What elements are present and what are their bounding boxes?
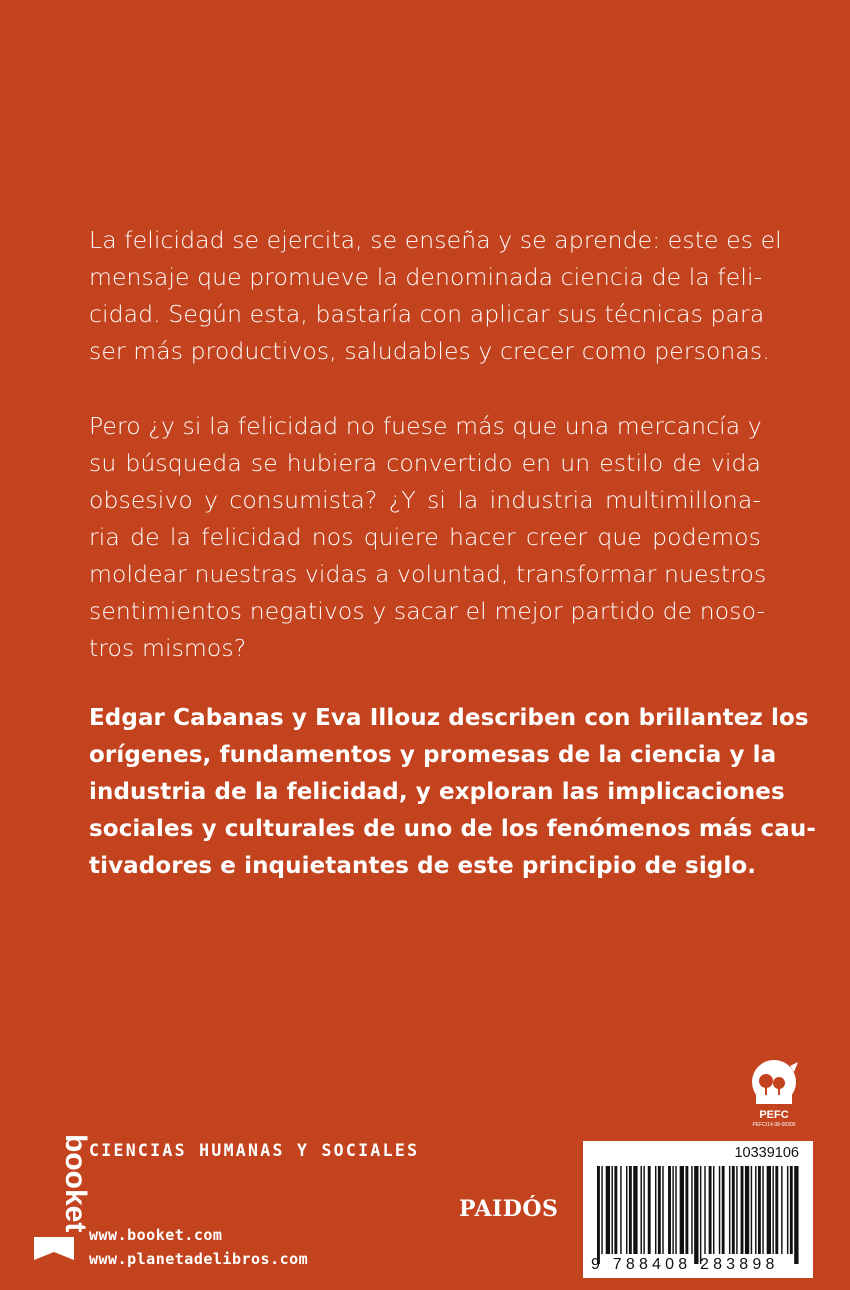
barcode-bar [643,1166,644,1254]
barcode-bar [722,1166,725,1254]
text-line: sentimientos negativos y sacar el mejor partido de noso- [89,597,766,625]
barcode-bar [601,1166,602,1254]
barcode-bar [662,1166,663,1254]
barcode-bar [658,1166,661,1254]
blurb-paragraph-1 [89,222,782,370]
barcode-bar [732,1166,735,1254]
text-line: su búsqueda se hubiera convertido en un estilo de vida [89,449,761,477]
barcode-bar [612,1166,613,1254]
barcode-bar [772,1166,773,1254]
barcode-bar [629,1166,632,1254]
barcode-bar [606,1166,610,1254]
text-line: obsesivo y consumista? ¿Y si la industria multimillona- [89,486,761,514]
barcode-bar [755,1166,756,1254]
barcode-bar [709,1166,712,1254]
text-line: mensaje que promueve la denominada ciencia de la feli- [89,263,763,291]
barcode-bar [741,1166,744,1254]
barcode-bar [620,1166,621,1254]
barcode-bar [736,1166,737,1254]
text-line: La felicidad se ejercita, se enseña y se aprende: este es el [89,226,782,254]
text-line: tivadores e inquietantes de este principio de siglo. [89,853,757,879]
barcode-bar [704,1166,705,1254]
barcode-bar [597,1166,600,1264]
barcode-bar [758,1166,761,1254]
barcode-bar [648,1166,651,1254]
internal-code: 10339106 [734,1145,799,1161]
pefc-code: PEFC/14-38-00305 [752,1122,796,1128]
barcode-bar [694,1166,698,1264]
collection-label: CIENCIAS HUMANAS Y SOCIALES [89,1141,420,1160]
blurb-paragraph-2 [89,408,767,667]
barcode-bar [672,1166,673,1254]
barcode [591,1166,805,1266]
barcode-bar [787,1166,788,1254]
text-line: orígenes, fundamentos y promesas de la ciencia y la [89,742,777,768]
text-line: sociales y culturales de uno de los fenómenos más cau- [89,816,816,842]
barcode-bar [713,1166,714,1254]
barcode-bar [680,1166,684,1254]
barcode-bar [729,1166,730,1254]
text-line: ser más productivos, saludables y crecer como personas. [89,337,770,365]
barcode-bar [655,1166,656,1254]
text-line: Pero ¿y si la felicidad no fuese más que una mercancía y [89,412,762,440]
ean-number: 9 788408 283898 [591,1256,779,1273]
barcode-bar [685,1166,688,1254]
website-booket[interactable]: www.booket.com [89,1226,223,1244]
barcode-bar [781,1166,782,1254]
barcode-bar [790,1166,793,1254]
barcode-bar [767,1166,771,1254]
barcode-bar [719,1166,720,1254]
barcode-bar [614,1166,617,1254]
text-line: industria de la felicidad, y exploran las implicaciones [89,779,785,805]
pefc-trees-icon [746,1056,806,1128]
barcode-bar [762,1166,763,1254]
barcode-bar [700,1166,701,1264]
barcode-bar [775,1166,778,1254]
text-line: moldear nuestras vidas a voluntad, transformar nuestros [89,560,767,588]
text-line: tros mismos? [89,634,247,662]
blurb-paragraph-3 [89,700,816,885]
barcode-bar [675,1166,676,1254]
barcode-label [583,1141,813,1278]
barcode-bar [794,1166,798,1264]
text-line: cidad. Según esta, bastaría con aplicar sus técnicas para [89,300,765,328]
barcode-bar [633,1166,637,1254]
barcode-bar [626,1166,627,1254]
booket-wordmark: booket [59,1134,92,1233]
barcode-bar [641,1166,642,1254]
pefc-label: PEFC [759,1109,789,1121]
imprint-logo: PAIDÓS [459,1196,559,1222]
text-line: Edgar Cabanas y Eva Illouz describen con brillantez los [89,705,809,731]
barcode-bar [691,1166,692,1254]
barcode-bar [745,1166,749,1254]
website-planetadelibros[interactable]: www.planetadelibros.com [89,1250,309,1268]
barcode-bar [751,1166,752,1254]
barcode-bar [668,1166,671,1254]
booket-logo [28,1132,92,1262]
text-line: ria de la felicidad nos quiere hacer creer que podemos [89,523,761,551]
